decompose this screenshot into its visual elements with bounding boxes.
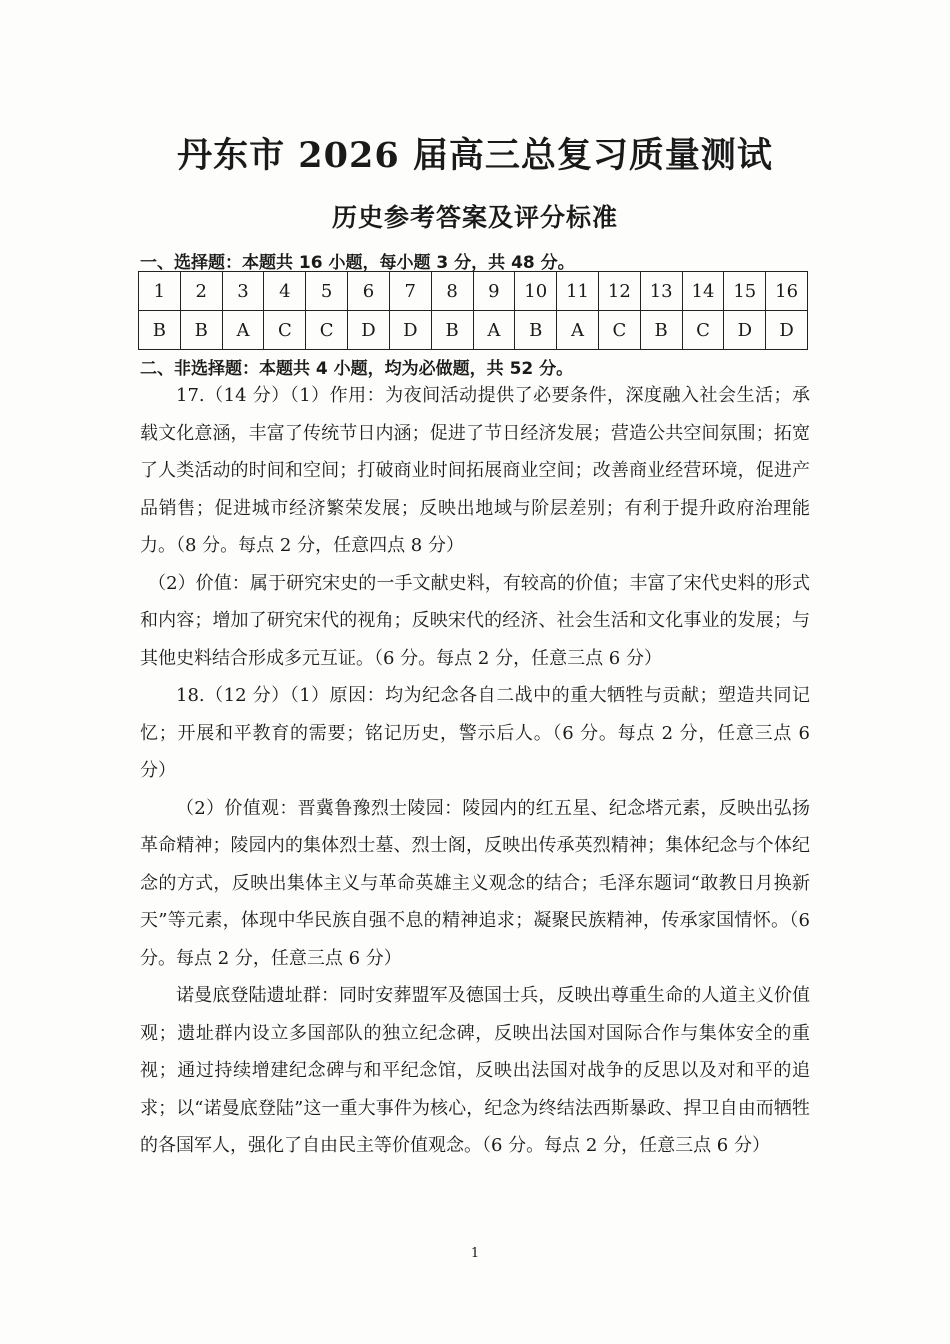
answer-table-number-row xyxy=(139,272,808,311)
answer-body xyxy=(140,377,810,1165)
answer-cell: D xyxy=(348,311,390,350)
question-number: 3 xyxy=(222,272,264,311)
question-number: 1 xyxy=(139,272,181,311)
question-number: 6 xyxy=(348,272,390,311)
answer-table xyxy=(138,271,808,350)
question-number: 8 xyxy=(431,272,473,311)
answer-cell: B xyxy=(640,311,682,350)
section-1-heading: 一、选择题：本题共 16 小题，每小题 3 分，共 48 分。 xyxy=(140,253,575,273)
question-number: 12 xyxy=(598,272,640,311)
answer-paragraph-18-2: （2）价值观：晋冀鲁豫烈士陵园：陵园内的红五星、纪念塔元素，反映出弘扬革命精神；陵园内的集体烈士墓、烈士阁，反映出传承英烈精神；集体纪念与个体纪念的方式，反映出集体主义与革命英雄主义观念的结合；毛泽东题词“敢教日月换新天”等元素，体现中华民族自强不息的精神追求；凝聚民族精神，传承家国情怀。（6 分。每点 2 分，任意三点 6 分） xyxy=(140,797,810,969)
question-number: 2 xyxy=(180,272,222,311)
answer-paragraph-17-2: （2）价值：属于研究宋史的一手文献史料，有较高的价值；丰富了宋代史料的形式和内容；增加了研究宋代的视角；反映宋代的经济、社会生活和文化事业的发展；与其他史料结合形成多元互证。（6 分。每点 2 分，任意三点 6 分） xyxy=(140,572,810,669)
answer-cell: B xyxy=(431,311,473,350)
answer-cell: C xyxy=(682,311,724,350)
document-title: 丹东市 2026 届高三总复习质量测试 xyxy=(177,135,773,176)
answer-cell: C xyxy=(264,311,306,350)
question-number: 15 xyxy=(724,272,766,311)
question-number: 9 xyxy=(473,272,515,311)
question-number: 14 xyxy=(682,272,724,311)
answer-cell: B xyxy=(139,311,181,350)
question-number: 5 xyxy=(306,272,348,311)
answer-cell: D xyxy=(766,311,808,350)
question-number: 11 xyxy=(557,272,599,311)
answer-paragraph-18-normandy: 诺曼底登陆遗址群：同时安葬盟军及德国士兵，反映出尊重生命的人道主义价值观；遗址群内设立多国部队的独立纪念碑，反映出法国对国际合作与集体安全的重视；通过持续增建纪念碑与和平纪念馆，反映出法国对战争的反思以及对和平的追求；以“诺曼底登陆”这一重大事件为核心，纪念为终结法西斯暴政、捍卫自由而牺牲的各国军人，强化了自由民主等价值观念。（6 分。每点 2 分，任意三点 6 分） xyxy=(140,985,810,1156)
question-number: 13 xyxy=(640,272,682,311)
section-2-heading: 二、非选择题：本题共 4 小题，均为必做题，共 52 分。 xyxy=(140,359,574,379)
document-subtitle: 历史参考答案及评分标准 xyxy=(331,203,618,232)
answer-cell: A xyxy=(473,311,515,350)
question-number: 16 xyxy=(766,272,808,311)
answer-cell: C xyxy=(598,311,640,350)
answer-cell: A xyxy=(557,311,599,350)
question-number: 4 xyxy=(264,272,306,311)
answer-cell: C xyxy=(306,311,348,350)
question-number: 7 xyxy=(389,272,431,311)
question-number: 10 xyxy=(515,272,557,311)
answer-cell: D xyxy=(724,311,766,350)
answer-cell: B xyxy=(180,311,222,350)
page-number: 1 xyxy=(470,1246,480,1261)
answer-cell: A xyxy=(222,311,264,350)
answer-cell: B xyxy=(515,311,557,350)
answer-paragraph-18-1: 18.（12 分）（1）原因：均为纪念各自二战中的重大牺牲与贡献；塑造共同记忆；开展和平教育的需要；铭记历史，警示后人。（6 分。每点 2 分，任意三点 6 分） xyxy=(140,685,810,781)
answer-cell: D xyxy=(389,311,431,350)
answer-paragraph-17-1: 17.（14 分）（1）作用：为夜间活动提供了必要条件，深度融入社会生活；承载文化意涵，丰富了传统节日内涵；促进了节日经济发展；营造公共空间氛围；拓宽了人类活动的时间和空间；打破商业时间拓展商业空间；改善商业经营环境，促进产品销售；促进城市经济繁荣发展；反映出地域与阶层差别；有利于提升政府治理能力。（8 分。每点 2 分，任意四点 8 分） xyxy=(140,385,810,556)
answer-table-answer-row xyxy=(139,311,808,350)
